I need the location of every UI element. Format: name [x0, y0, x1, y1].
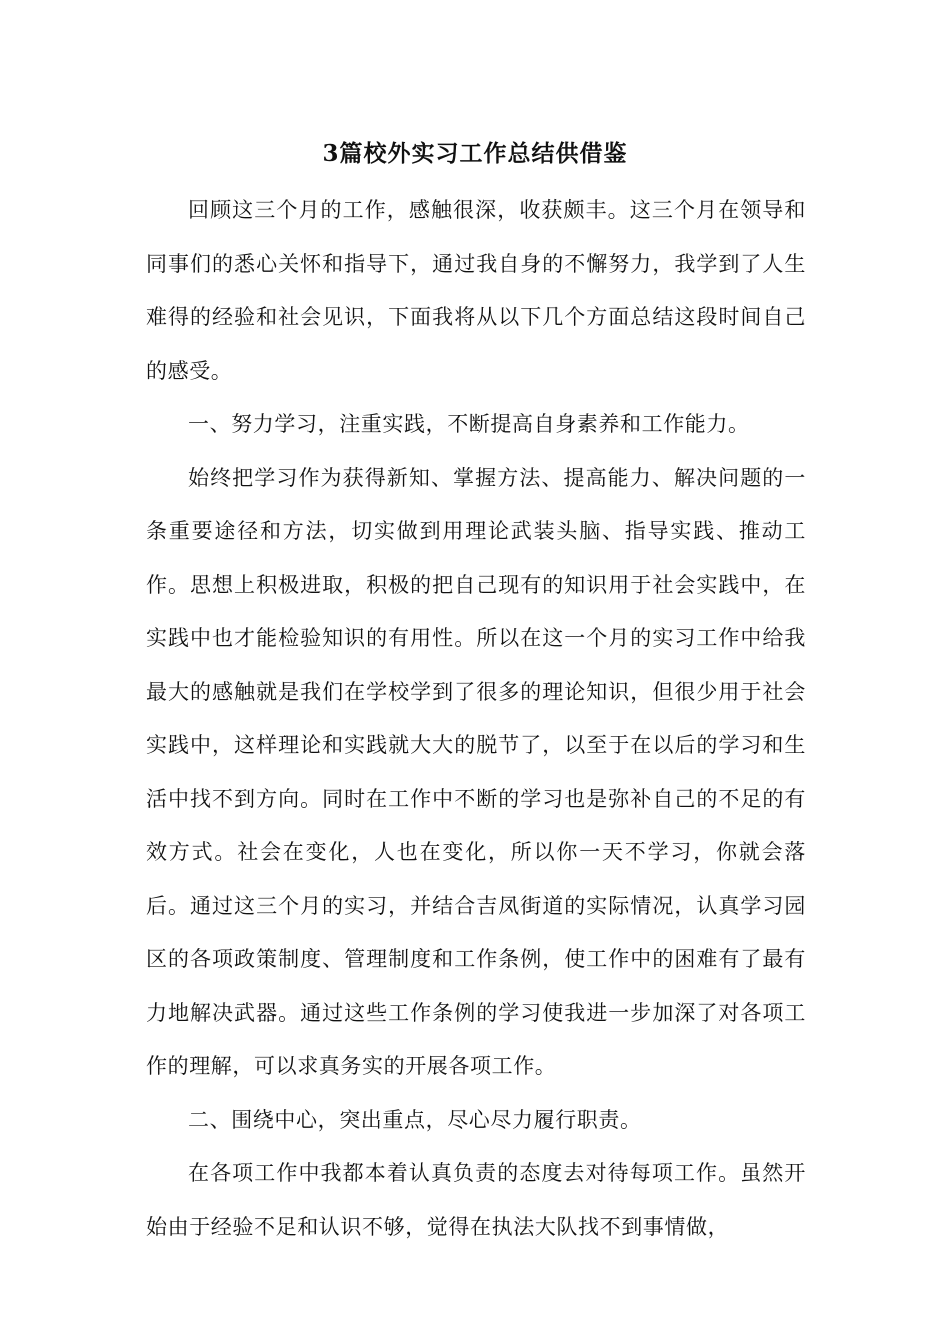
section-heading-1: 一、努力学习，注重实践，不断提高自身素养和工作能力。 — [188, 412, 750, 436]
paragraph-section-2: 在各项工作中我都本着认真负责的态度去对待每项工作。虽然开始由于经验不足和认识不够，觉得在执法大队找不到事情做， — [146, 1161, 806, 1239]
document-title: 3篇校外实习工作总结供借鉴 — [322, 140, 628, 167]
document-body — [146, 184, 806, 1254]
paragraph-section-1: 始终把学习作为获得新知、掌握方法、提高能力、解决问题的一条重要途径和方法，切实做到用理论武装头脑、指导实践、推动工作。思想上积极进取，积极的把自己现有的知识用于社会实践中，在实践中也才能检验知识的有用性。所以在这一个月的实习工作中给我最大的感触就是我们在学校学到了很多的理论知识，但很少用于社会实践中，这样理论和实践就大大的脱节了，以至于在以后的学习和生活中找不到方向。同时在工作中不断的学习也是弥补自己的不足的有效方式。社会在变化，人也在变化，所以你一天不学习，你就会落后。通过这三个月的实习，并结合吉凤街道的实际情况，认真学习园区的各项政策制度、管理制度和工作条例，使工作中的困难有了最有力地解决武器。通过这些工作条例的学习使我进一步加深了对各项工作的理解，可以求真务实的开展各项工作。 — [146, 465, 806, 1078]
paragraph-intro: 回顾这三个月的工作，感触很深，收获颇丰。这三个月在领导和同事们的悉心关怀和指导下，通过我自身的不懈努力，我学到了人生难得的经验和社会见识，下面我将从以下几个方面总结这段时间自己的感受。 — [146, 198, 806, 383]
section-heading-2: 二、围绕中心，突出重点，尽心尽力履行职责。 — [188, 1107, 642, 1132]
